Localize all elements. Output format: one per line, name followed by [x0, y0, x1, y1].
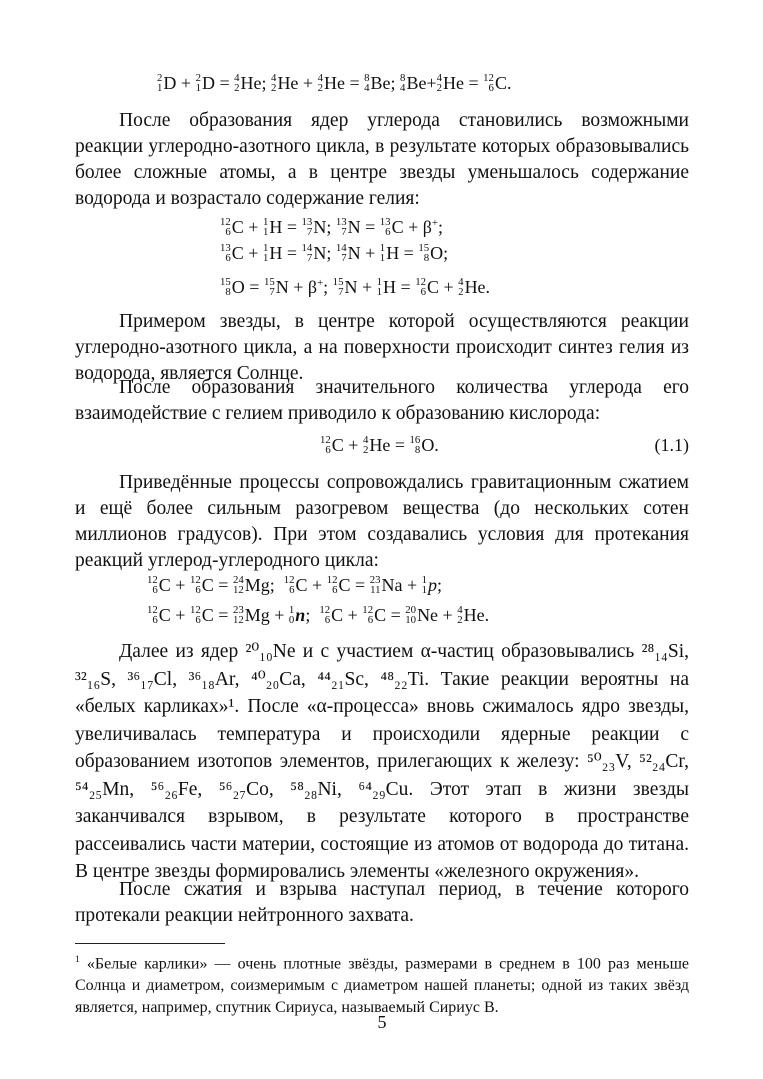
equation-number: (1.1) — [654, 435, 689, 455]
footnote-marker: 1 — [75, 954, 80, 965]
page-number: 5 — [377, 1012, 387, 1032]
formula-carbon-line-2: 12 6 C + 12 6 C = 23 12 Mg + 1 0 n; 12 6 C + 12 6 C = 20 10 Ne + 4 2 He. — [147, 603, 490, 627]
paragraph-cno-intro: После образования ядер углерода становились возможными реакции углеродно-азотного цикла, в результате которых образовывались более сложные атомы, а в центре звезды уменьшалось содержание водорода и возрастало содержание гелия: — [75, 110, 689, 209]
paragraph-carbon-cycle-intro: Приведённые процессы сопровождались гравитационным сжатием и ещё более сильным разогревом вещества (до нескольких сотен миллионов градусов). При этом создавались условия для протекания реакций углерод-углеродного цикла: — [75, 472, 689, 571]
formula-cno-line-3: 15 8 O = 15 7 N + β+; 15 7 N + 1 1 H = 12 6 C + 4 2 He. — [220, 275, 491, 299]
formula-cno-line-2: 13 6 C + 1 1 H = 14 7 N; 14 7 N + 1 1 H = 15 8 O; — [220, 241, 449, 265]
document-page — [75, 0, 689, 1079]
footnote-separator — [75, 943, 225, 944]
formula-carbon-line-1: 12 6 C + 12 6 C = 24 12 Mg; 12 6 C + 12 6 C = 23 11 Na + 1 1 p; — [147, 573, 443, 597]
paragraph-neutron-capture: После сжатия и взрыва наступал период, в течение которого протекали реакции нейтронного захвата. — [75, 879, 689, 926]
paragraph-sun-example: Примером звезды, в центре которой осуществляются реакции углеродно-азотного цикла, а на поверхности происходит синтез гелия из водорода, является Солнце. — [75, 311, 689, 384]
footnote-text: «Белые карлики» — очень плотные звёзды, размерами в среднем в 100 раз меньше Солнца и диаметром, соизмеримым с диаметром нашей планеты; одной из таких звёзд является, например, спутник Сириуса, называемый Сириус В. — [75, 955, 689, 1017]
footnote — [75, 949, 689, 1019]
formula-text: 2 1 D + 2 1 D = 4 2 He; 4 2 He + 4 2 He = 8 4 Be; 8 4 Be+ 4 2 He = 12 6 C. — [157, 71, 512, 95]
formula-cno-line-1: 12 6 C + 1 1 H = 13 7 N; 13 7 N = 13 6 C + β+; — [220, 215, 444, 239]
paragraph-oxygen-intro: После образования значительного количества углерода его взаимодействие с гелием приводило к образованию кислорода: — [75, 377, 689, 424]
formula-oxygen: 12 6 C + 4 2 He = 16 8 O. — [320, 433, 439, 457]
paragraph-alpha-process: Далее из ядер ²⁰₁₀Ne и с участием α-частиц образовывались ²⁸₁₄Si, ³²₁₆S, ³⁶₁₇Cl, ³⁶₁₈Ar, ⁴⁰₂₀Ca, ⁴⁴₂₁Sc, ⁴⁸₂₂Ti. Такие реакции вероятны на «белых карликах»¹. После «α-процесса» вновь сжималось ядро звезды, увеличивалась температура и происходили ядерные реакции с образованием изотопов элементов, прилегающих к железу: ⁵⁰₂₃V, ⁵²₂₄Cr, ⁵⁴₂₅Mn, ⁵⁶₂₆Fe, ⁵⁶₂₇Co, ⁵⁸₂₈Ni, ⁶⁴₂₉Cu. Этот этап в жизни звезды заканчивался взрывом, в результате которого в пространстве рассеивались части материи, состоящие из атомов от водорода до титана. В центре звезды формировались элементы «железного окружения». — [75, 641, 689, 882]
formula-deuterium-fusion — [157, 68, 511, 98]
